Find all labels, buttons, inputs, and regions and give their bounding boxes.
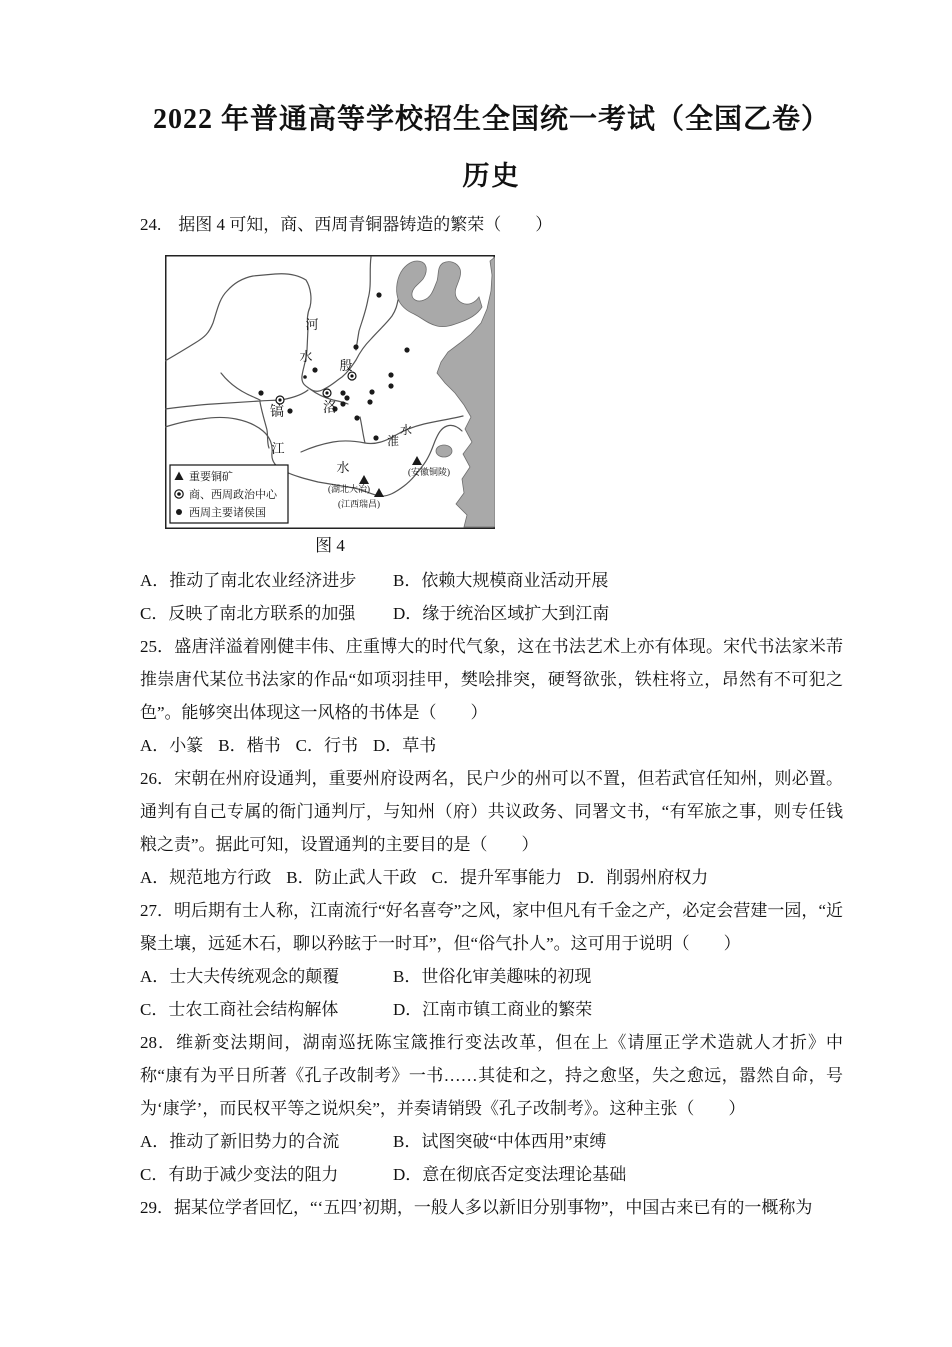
- page-title: 2022 年普通高等学校招生全国统一考试（全国乙卷）: [152, 104, 830, 135]
- question-25-stem: 25．盛唐洋溢着刚健丰伟、庄重博大的时代气象，这在书法艺术上亦有体现。宋代书法家米芾推崇唐代某位书法家的作品“如项羽挂甲，樊哙排突，硬弩欲张，铁柱将立，昂然有不可犯之色”。能够突出体现这一风格的书体是（ ）: [140, 637, 843, 722]
- question-26-stem: 26．宋朝在州府设通判，重要州府设两名，民户少的州可以不置，但若武官任知州，则必置。通判有自己专属的衙门通判厅，与知州（府）共议政务、同署文书，“有军旅之事，则专任钱粮之责”。据此可知，设置通判的主要目的是（ ）: [140, 769, 843, 854]
- question-27-stem: 27．明后期有士人称，江南流行“好名喜夸”之风，家中但凡有千金之产，必定会营建一园，“近聚土壤，远延木石，聊以矜眩于一时耳”，但“俗气扑人”。这可用于说明（ ）: [140, 901, 843, 953]
- huai-river-label-2: 水: [399, 423, 413, 437]
- he-river-label-2: 水: [299, 349, 313, 364]
- q26-options-row: [140, 861, 843, 894]
- q25-option-a: A．小篆: [140, 736, 204, 755]
- legend-item-copper-mine: 重要铜矿: [189, 471, 233, 483]
- q25-option-b: B．楷书: [218, 736, 281, 755]
- figure-caption: 图 4: [315, 536, 345, 555]
- q27-option-c: C．士农工商社会结构解体: [140, 1000, 339, 1019]
- q28-option-c: C．有助于减少变法的阻力: [140, 1165, 339, 1184]
- q24-options-row-2: [140, 597, 843, 630]
- hubei-mine-label: (湖北大冶): [328, 484, 370, 494]
- q28-option-b: B．试图突破“中体西用”束缚: [393, 1132, 607, 1151]
- q24-option-a: A．推动了南北农业经济进步: [140, 571, 357, 590]
- q25-option-c: C．行书: [295, 736, 358, 755]
- q26-option-d: D．削弱州府权力: [576, 868, 709, 887]
- q28-option-a: A．推动了新旧势力的合流: [140, 1132, 340, 1151]
- q24-option-b: B．依赖大规模商业活动开展: [393, 571, 609, 590]
- q28-options-row-1: [140, 1125, 843, 1158]
- q24-option-d: D．缘于统治区域扩大到江南: [393, 604, 610, 623]
- legend-item-vassal-state: 西周主要诸侯国: [189, 507, 266, 519]
- hao-city-label: 镐: [270, 405, 284, 420]
- legend-item-political-center: 商、西周政治中心: [189, 489, 277, 501]
- question-28-stem: 28．维新变法期间，湖南巡抚陈宝箴推行变法改革，但在上《请厘正学术造就人才折》中称“康有为平日所著《孔子改制考》一书……其徒和之，持之愈坚，失之愈远，嚣然自命，号为‘康学’，而民权平等之说炽矣”，并奏请销毁《孔子改制考》。这种主张（ ）: [140, 1033, 843, 1118]
- page-subtitle: 历史: [462, 161, 521, 191]
- jiang-river-label-1: 江: [271, 441, 285, 456]
- legend-double-circle-inner: [177, 492, 181, 496]
- q26-option-c: C．提升军事能力: [431, 868, 562, 887]
- map-legend: [170, 465, 288, 523]
- lake: [436, 445, 452, 457]
- bronze-map: [165, 255, 495, 529]
- jiangxi-mine-label: (江西瑞昌): [338, 499, 380, 509]
- q25-options-row: [140, 729, 843, 762]
- anhui-mine-label: (安徽铜陵): [408, 467, 450, 477]
- figure-4: [165, 255, 495, 558]
- q27-option-a: A．士大夫传统观念的颠覆: [140, 967, 340, 986]
- q27-options-row-2: [140, 993, 843, 1026]
- question-24-stem: 24. 据图 4 可知，商、西周青铜器铸造的繁荣（ ）: [140, 215, 553, 234]
- q27-option-d: D．江南市镇工商业的繁荣: [393, 1000, 593, 1019]
- jiang-river-label-2: 水: [336, 460, 350, 475]
- q27-option-b: B．世俗化审美趣味的初现: [393, 967, 592, 986]
- q24-option-c: C．反映了南北方联系的加强: [140, 604, 356, 623]
- he-river-label-1: 河: [305, 317, 319, 332]
- q25-option-d: D．草书: [372, 736, 437, 755]
- q24-options-row-1: [140, 564, 843, 597]
- q28-options-row-2: [140, 1158, 843, 1191]
- q28-option-d: D．意在彻底否定变法理论基础: [393, 1165, 627, 1184]
- legend-dot-icon: [176, 509, 182, 515]
- q26-option-b: B．防止武人干政: [286, 868, 417, 887]
- q26-option-a: A．规范地方行政: [140, 868, 272, 887]
- q27-options-row-1: [140, 960, 843, 993]
- yin-city-label: 殷: [339, 358, 353, 373]
- huai-river-label-1: 淮: [386, 434, 400, 448]
- luo-city-label: 洛: [323, 401, 337, 416]
- question-29-stem: 29．据某位学者回忆，“‘五四’初期，一般人多以新旧分别事物”，中国古来已有的一概称为: [140, 1198, 813, 1217]
